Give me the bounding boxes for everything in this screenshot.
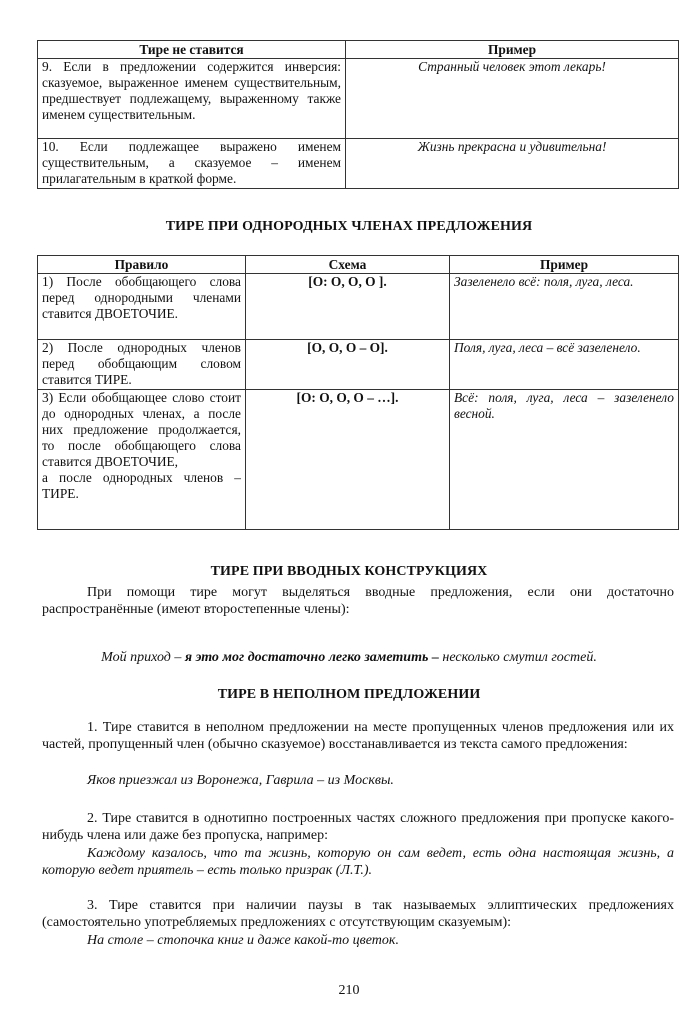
incomplete-example-1: Яков приезжал из Воронежа, Гаврила – из Москвы. — [87, 773, 394, 788]
rule-text-continuation: а после однородных членов – ТИРЕ. — [42, 470, 241, 501]
incomplete-rule-3: 3. Тире ставится при наличии паузы в так называемых эллиптических предложениях (самостоятельно употребляемых предложениях с отсутствующим сказуемым): — [42, 898, 674, 930]
schema-cell: [O: O, O, O – …]. — [246, 390, 450, 530]
rule-cell: 2) После однородных членов перед обобщающим словом ставится ТИРЕ. — [38, 340, 246, 390]
section-title-introductory: ТИРЕ ПРИ ВВОДНЫХ КОНСТРУКЦИЯХ — [210, 564, 488, 579]
table-row — [38, 59, 679, 139]
table-header-row — [38, 41, 679, 59]
example-cell: Странный человек этот лекарь! — [346, 59, 679, 139]
section-title-incomplete: ТИРЕ В НЕПОЛНОМ ПРЕДЛОЖЕНИИ — [217, 687, 481, 702]
table-row — [38, 139, 679, 189]
introductory-example — [0, 649, 698, 666]
introductory-paragraph: При помощи тире могут выделяться вводные предложения, если они достаточно распространённые (имеют второстепенные члены): — [42, 585, 674, 617]
rule-cell: 10. Если подлежащее выражено именем существительным, а сказуемое – именем прилагательным в краткой форме. — [38, 139, 346, 189]
table-row — [38, 390, 679, 530]
example-text: несколько смутил гостей. — [438, 650, 597, 665]
incomplete-rule-1: 1. Тире ставится в неполном предложении на месте пропущенных членов предложения или их частей, пропущенный член (обычно сказуемое) восстанавливается из текста самого предложения: — [42, 720, 674, 752]
schema-cell: [O: O, O, O ]. — [246, 274, 450, 340]
column-header-example: Пример — [346, 41, 679, 59]
page-number: 210 — [338, 983, 360, 998]
column-header-rule: Правило — [38, 256, 246, 274]
example-cell: Зазеленело всё: поля, луга, леса. — [450, 274, 679, 340]
example-cell: Поля, луга, леса – всё зазеленело. — [450, 340, 679, 390]
schema-cell: [O, O, O – O]. — [246, 340, 450, 390]
rule-cell: 9. Если в предложении содержится инверсия: сказуемое, выраженное именем существительным, предшествует подлежащему, выраженному также именем существительным. — [38, 59, 346, 139]
rule-cell — [38, 390, 246, 530]
rule-text: 3) Если обобщающее слово стоит до однородных членах, а после них предложение продолжается, то после обобщающего слова ставится ДВОЕТОЧИЕ, — [42, 390, 241, 469]
example-text: Мой приход – — [101, 650, 185, 665]
table-row — [38, 340, 679, 390]
column-header-example: Пример — [450, 256, 679, 274]
incomplete-rule-2: 2. Тире ставится в однотипно построенных частях сложного предложения при пропуске какого-нибудь члена или даже без пропуска, например: — [42, 811, 674, 843]
example-cell: Всё: поля, луга, леса – зазеленело весной. — [450, 390, 679, 530]
no-dash-table — [37, 40, 679, 189]
homogeneous-members-table — [37, 255, 679, 530]
section-title-homogeneous: ТИРЕ ПРИ ОДНОРОДНЫХ ЧЛЕНАХ ПРЕДЛОЖЕНИЯ — [165, 219, 533, 234]
column-header-schema: Схема — [246, 256, 450, 274]
table-row — [38, 274, 679, 340]
rule-cell: 1) После обобщающего слова перед однородными членами ставится ДВОЕТОЧИЕ. — [38, 274, 246, 340]
example-cell: Жизнь прекрасна и удивительна! — [346, 139, 679, 189]
incomplete-example-3: На столе – стопочка книг и даже какой-то цветок. — [87, 933, 399, 948]
column-header-rule: Тире не ставится — [38, 41, 346, 59]
incomplete-example-2: Каждому казалось, что та жизнь, которую он сам ведет, есть одна настоящая жизнь, а которую ведет приятель – есть только призрак (Л.Т.). — [42, 846, 674, 878]
example-emphasis: я это мог достаточно легко заметить – — [184, 650, 439, 665]
table-header-row — [38, 256, 679, 274]
